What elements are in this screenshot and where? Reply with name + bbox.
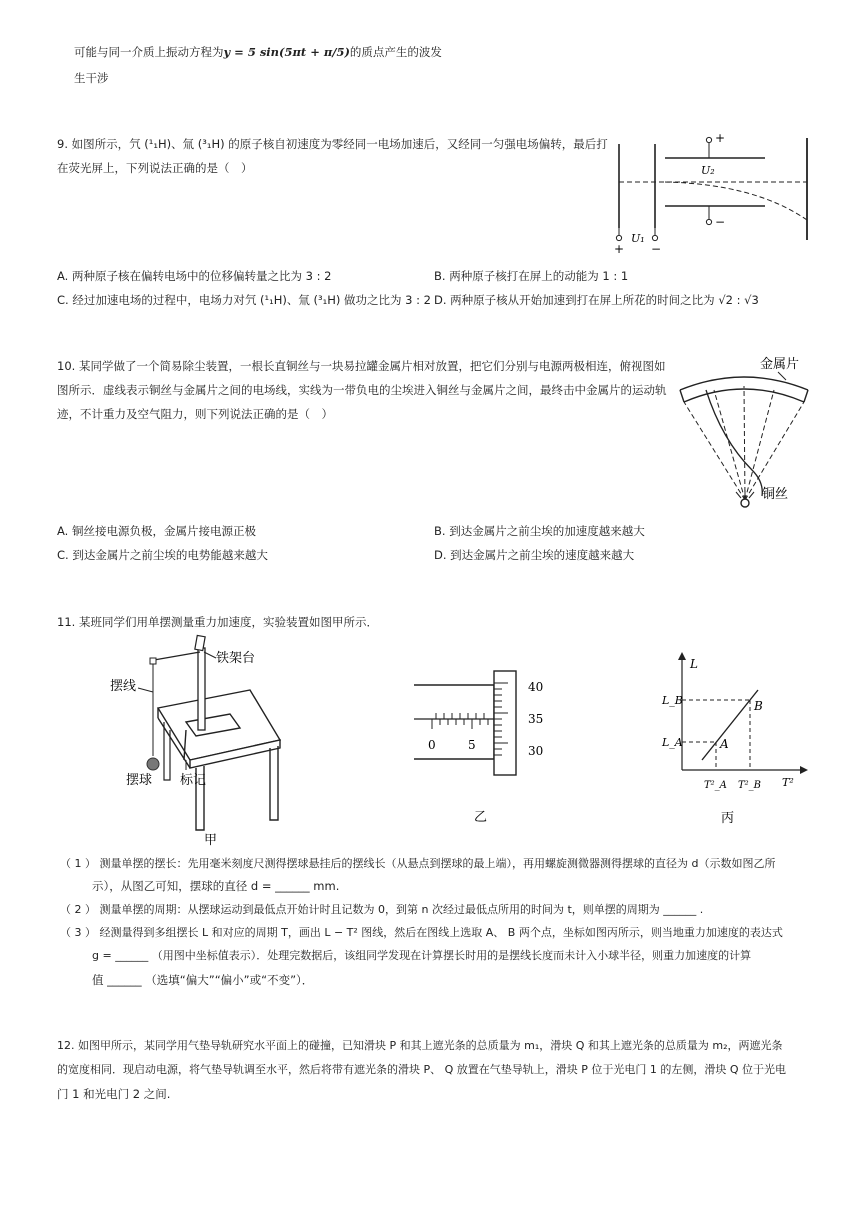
q11-main-scale-5: 5: [468, 738, 476, 752]
q10-wire-label: 铜丝: [762, 487, 789, 502]
q11-part3-line-3: 值 ______ （选填“偏大”“偏小”或“不变”）．: [92, 973, 314, 987]
q10-metal-label: 金属片: [760, 357, 800, 372]
q11-figure-yi: [410, 665, 550, 825]
q9-option-a[interactable]: A. 两种原子核在偏转电场中的位移偏转量之比为 3 : 2: [57, 269, 332, 283]
q9-u2-label: U₂: [701, 164, 715, 177]
wave-equation: y = 5 sin(5πt + π/5): [223, 45, 350, 59]
q11-ta-label: T²_A: [704, 780, 727, 791]
q10-option-c[interactable]: C. 到达金属片之前尘埃的电势能越来越大: [57, 548, 268, 562]
q12-stem-line-3: 门 1 和光电门 2 之间.: [57, 1087, 171, 1101]
q12-stem-line-2: 的宽度相同．现启动电源，将气垫导轨调至水平，然后将带有遮光条的滑块 P、 Q 放置在气垫导轨上，滑块 P 位于光电门 1 的左侧，滑块 Q 位于光电: [57, 1063, 787, 1076]
q9-minus-sign-2: −: [651, 242, 662, 256]
q10-option-b[interactable]: B. 到达金属片之前尘埃的加速度越来越大: [434, 524, 645, 538]
q9-stem-line-2: 在荧光屏上，下列说法正确的是（ ）: [57, 161, 253, 175]
q11-thimble-40: 40: [528, 680, 544, 694]
q11-figure-jia: [100, 630, 300, 850]
q9-plus-sign: +: [715, 131, 726, 145]
q11-ball-label: 摆球: [126, 773, 153, 788]
q11-string-label: 摆线: [110, 679, 137, 694]
q11-part1-line-2: 示），从图乙可知，摆球的直径 d = ______ mm.: [92, 879, 340, 893]
q9-option-c[interactable]: C. 经过加速电场的过程中，电场力对氕 (¹₁H)、氚 (³₁H) 做功之比为 3 : 2: [57, 293, 431, 307]
q11-caption-jia: 甲: [204, 833, 218, 848]
q11-tb-label: T²_B: [738, 780, 762, 791]
q9-plus-sign-2: +: [614, 242, 625, 256]
q11-intro: 11. 某班同学们用单摆测量重力加速度，实验装置如图甲所示．: [57, 615, 378, 629]
q11-thimble-30: 30: [528, 744, 544, 758]
q11-caption-yi: 乙: [474, 810, 488, 825]
q11-part3-line-1: （ 3 ） 经测量得到多组摆长 L 和对应的周期 T，画出 L − T² 图线，然后在图线上选取 A、 B 两个点，坐标如图丙所示，则当地重力加速度的表达式: [60, 926, 783, 939]
q11-la-label: L_A: [662, 736, 683, 749]
q11-stand-label: 铁架台: [216, 651, 256, 666]
q9-minus-sign: −: [715, 215, 726, 229]
q9-u1-label: U₁: [631, 232, 645, 245]
q11-figure-bing: [658, 650, 808, 830]
q10-stem-line-1: 10. 某同学做了一个简易除尘装置，一根长直铜丝与一块易拉罐金属片相对放置，把它们分别与电源两极相连，俯视图如: [57, 359, 666, 373]
q9-option-d[interactable]: D. 两种原子核从开始加速到打在屏上所花的时间之比为 √2 : √3: [434, 293, 759, 307]
q11-lb-label: L_B: [662, 694, 683, 707]
q9-deflection-figure: [605, 128, 815, 256]
q11-main-scale-0: 0: [428, 738, 436, 752]
q10-stem-line-2: 图所示．虚线表示铜丝与金属片之间的电场线，实线为一带负电的尘埃进入铜丝与金属片之间，最终击中金属片的运动轨: [57, 383, 667, 397]
q11-thimble-35: 35: [528, 712, 544, 726]
q11-part3-line-2: g = ______ （用图中坐标值表示）．处理完数据后，该组同学发现在计算摆长时用的是摆线长度而未计入小球半径，则重力加速度的计算: [92, 949, 752, 962]
q11-axis-l-label: L: [690, 657, 698, 671]
q10-option-d[interactable]: D. 到达金属片之前尘埃的速度越来越大: [434, 548, 635, 562]
q12-stem-line-1: 12. 如图甲所示，某同学用气垫导轨研究水平面上的碰撞，已知滑块 P 和其上遮光条的总质量为 m₁，滑块 Q 和其上遮光条的总质量为 m₂，两遮光条: [57, 1039, 783, 1052]
q11-axis-t2-label: T²: [782, 776, 794, 789]
q10-option-a[interactable]: A. 铜丝接电源负极，金属片接电源正极: [57, 524, 256, 538]
q10-stem-line-3: 迹，不计重力及空气阻力，则下列说法正确的是（ ）: [57, 407, 333, 421]
q9-option-b[interactable]: B. 两种原子核打在屏上的动能为 1 : 1: [434, 269, 629, 283]
q11-mark-label: 标记: [180, 773, 207, 788]
q11-point-b-label: B: [754, 699, 763, 713]
top-line-1: 可能与同一介质上振动方程为y = 5 sin(5πt + π/5)的质点产生的波发: [74, 45, 442, 59]
q11-caption-bing: 丙: [721, 811, 735, 826]
q11-part1-line-1: （ 1 ） 测量单摆的摆长：先用毫米刻度尺测得摆球悬挂后的摆线长（从悬点到摆球的最上端），再用螺旋测微器测得摆球的直径为 d（示数如图乙所: [60, 857, 776, 870]
q11-part2-line-1: （ 2 ） 测量单摆的周期：从摆球运动到最低点开始计时且记数为 0，到第 n 次经过最低点所用的时间为 t，则单摆的周期为 ______ .: [60, 903, 704, 916]
q11-point-a-label: A: [720, 737, 729, 751]
q10-dust-collector-figure: [672, 350, 822, 516]
top-line-2: 生干涉: [74, 71, 109, 85]
q9-stem-line-1: 9. 如图所示，氕 (¹₁H)、氚 (³₁H) 的原子核自初速度为零经同一电场加速后，又经同一匀强电场偏转，最后打: [57, 137, 608, 151]
